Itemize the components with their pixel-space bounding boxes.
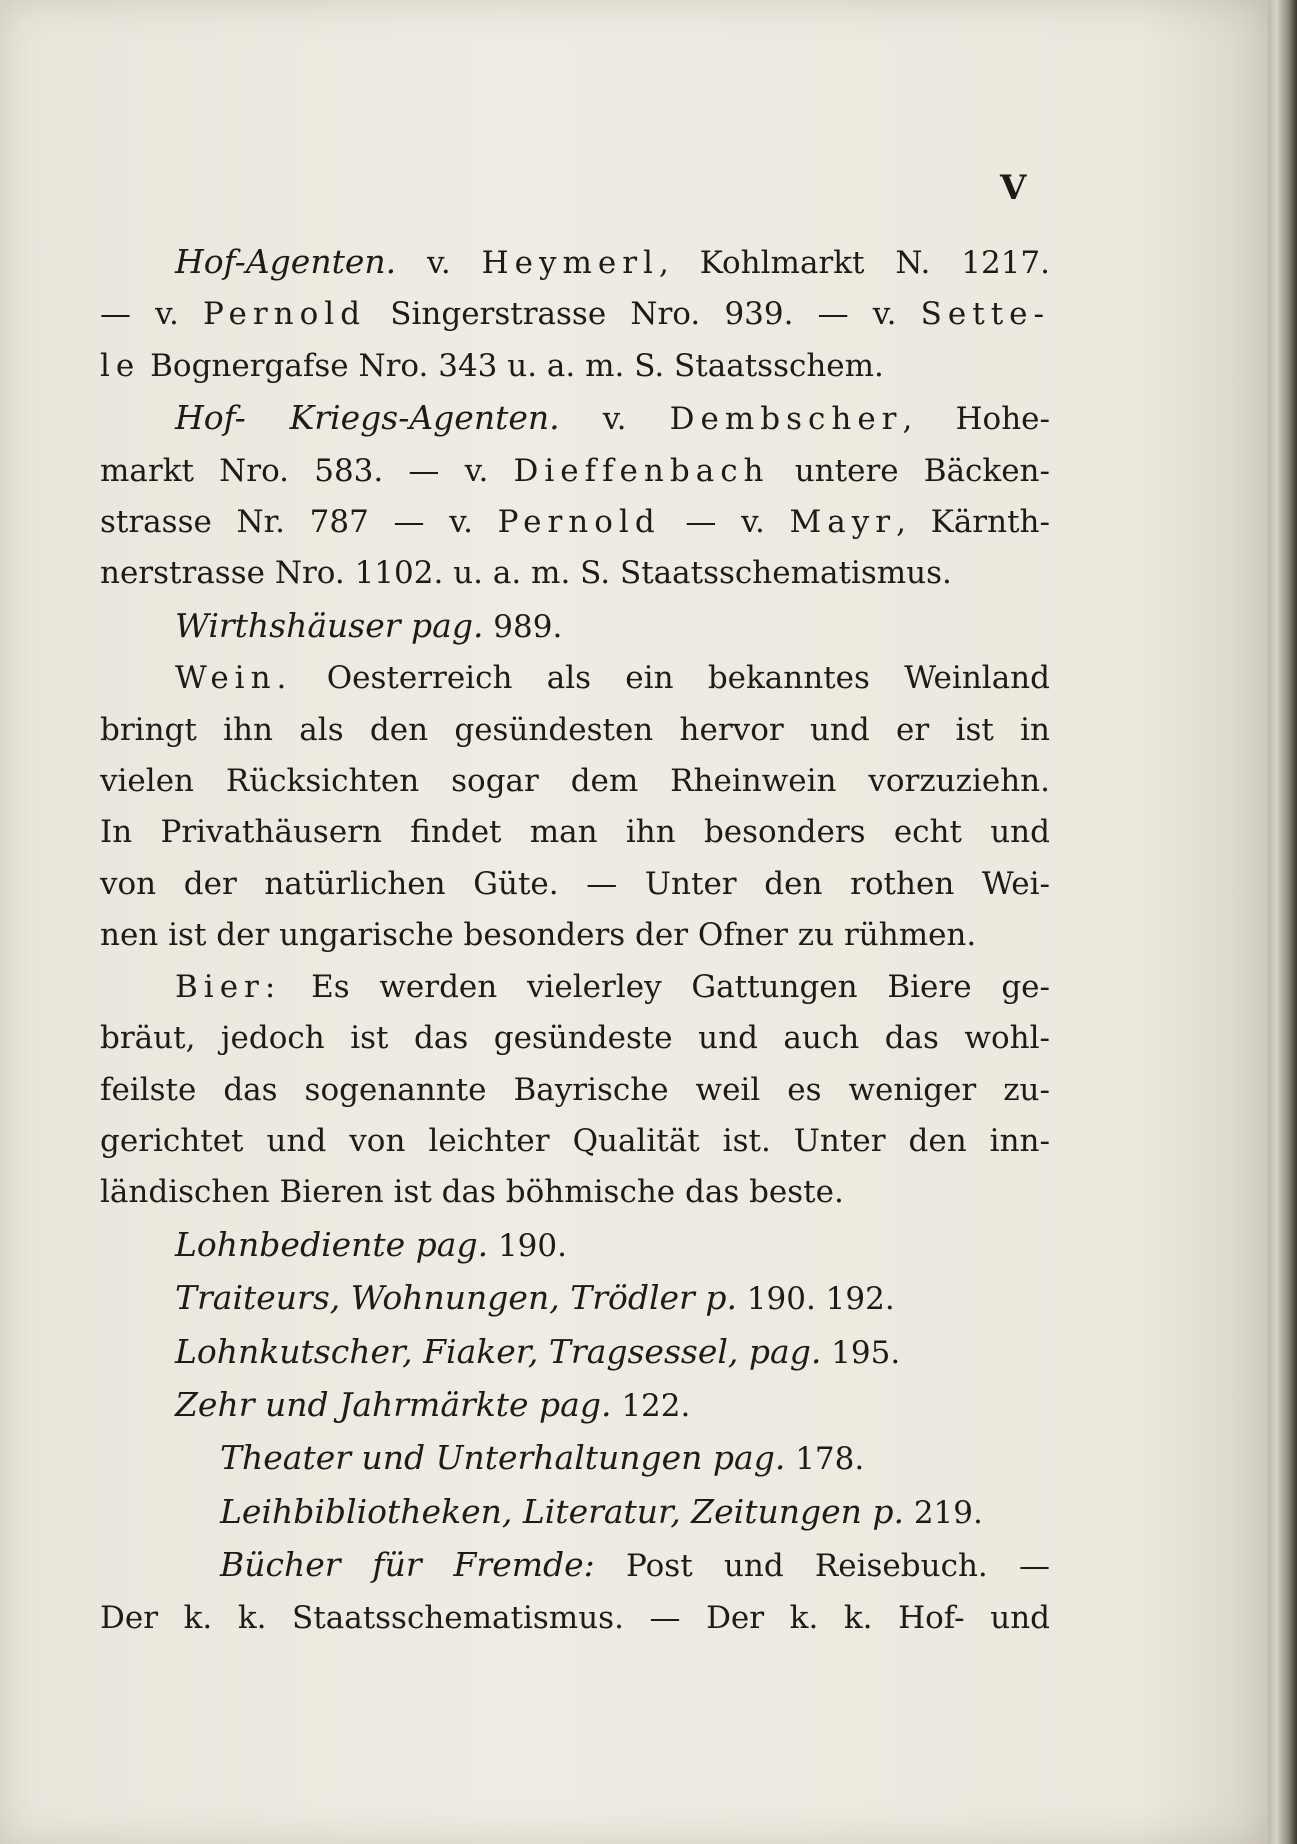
text-run: Singerstrasse Nro. 939. — v. — [366, 296, 921, 333]
text-line — [100, 446, 1050, 497]
text-run: , Hohe- — [902, 401, 1050, 438]
italic-heading: Lohnbediente pag. — [175, 1224, 489, 1264]
text-line — [100, 392, 1050, 445]
text-run: ländischen Bieren ist das böhmische das beste. — [100, 1174, 844, 1211]
text-run: vielen Rücksichten sogar dem Rheinwein vorzuziehn. — [100, 763, 1050, 800]
text-run: Post und Reisebuch. — — [594, 1548, 1050, 1585]
text-line — [100, 705, 1050, 756]
text-run: Bier: — [175, 968, 282, 1005]
text-run: 190. — [488, 1227, 567, 1264]
text-run: 190. 192. — [736, 1281, 895, 1318]
text-run: , Kärnth- — [896, 504, 1050, 541]
text-line — [100, 1593, 1050, 1644]
text-run: — v. — [660, 504, 790, 541]
text-run: Heymerl — [481, 245, 659, 281]
text-line — [100, 1116, 1050, 1167]
page-number: V — [1000, 168, 1027, 208]
text-line — [100, 1219, 1050, 1272]
text-run: Wein. — [175, 660, 293, 697]
text-run: v. — [559, 401, 670, 438]
text-line — [100, 1379, 1050, 1432]
italic-heading: Lohnkutscher, Fiaker, Tragsessel, pag. — [175, 1331, 822, 1371]
text-line — [100, 236, 1050, 289]
text-run: gerichtet und von leichter Qualität ist. Unter den inn- — [100, 1122, 1050, 1159]
page-edge — [1268, 0, 1297, 1844]
text-line — [100, 497, 1050, 548]
text-line — [100, 1167, 1050, 1218]
text-line — [100, 1432, 1050, 1485]
text-run: bringt ihn als den gesündesten hervor und er ist in — [100, 711, 1050, 748]
text-line — [100, 1486, 1050, 1539]
text-run: le — [100, 347, 141, 384]
text-run: Mayr — [789, 504, 897, 541]
text-line — [100, 600, 1050, 653]
text-run: Der k. k. Staatsschematismus. — Der k. k. Hof- und — [100, 1599, 1050, 1636]
text-run: nerstrasse Nro. 1102. u. a. m. S. Staatsschematismus. — [100, 555, 952, 592]
text-line — [100, 341, 1050, 392]
italic-heading: Hof- Kriegs-Agenten. — [175, 398, 560, 438]
text-line — [100, 962, 1050, 1013]
page-text — [100, 236, 1050, 1644]
text-run: 195. — [821, 1334, 901, 1371]
text-run: strasse Nr. 787 — v. — [100, 504, 498, 541]
italic-heading: Theater und Unterhaltungen pag. — [220, 1438, 786, 1478]
text-run: Sette- — [920, 296, 1050, 333]
text-line — [100, 1272, 1050, 1325]
text-run: In Privathäusern findet man ihn besonders echt und — [100, 814, 1050, 851]
text-run: untere Bäcken- — [769, 452, 1050, 489]
text-run: Bognergafse Nro. 343 u. a. m. S. Staatsschem. — [140, 347, 884, 384]
text-line — [100, 653, 1050, 704]
text-line — [100, 1013, 1050, 1064]
text-run: Dieffenbach — [513, 452, 770, 489]
italic-heading: Bücher für Fremde: — [220, 1545, 595, 1585]
text-run: markt Nro. 583. — v. — [100, 452, 514, 489]
text-line — [100, 756, 1050, 807]
text-run: 122. — [611, 1387, 691, 1424]
text-run: 219. — [903, 1494, 983, 1531]
text-line — [100, 910, 1050, 961]
italic-heading: Leihbibliotheken, Literatur, Zeitungen p. — [220, 1491, 904, 1531]
text-run: v. — [396, 245, 482, 281]
text-line — [100, 807, 1050, 858]
text-run: 178. — [785, 1441, 865, 1478]
text-run: Es werden vielerley Gattungen Biere ge- — [281, 968, 1050, 1005]
text-line — [100, 1539, 1050, 1592]
text-run: feilste das sogenannte Bayrische weil es weniger zu- — [100, 1071, 1050, 1108]
text-run: von der natürlichen Güte. — Unter den rothen Wei- — [100, 865, 1050, 902]
italic-heading: Traiteurs, Wohnungen, Trödler p. — [175, 1278, 737, 1318]
italic-heading: Wirthshäuser pag. — [175, 605, 484, 645]
text-line — [100, 1065, 1050, 1116]
text-run: Dembscher — [669, 401, 903, 438]
italic-heading: Hof-Agenten. — [175, 242, 397, 281]
text-run: Pernold — [497, 504, 661, 541]
text-line — [100, 548, 1050, 599]
text-line — [100, 859, 1050, 910]
text-run: Oesterreich als ein bekanntes Weinland — [292, 660, 1050, 697]
text-run: Pernold — [203, 296, 367, 333]
italic-heading: Zehr und Jahrmärkte pag. — [175, 1384, 612, 1424]
text-run: , Kohlmarkt N. 1217. — [658, 245, 1051, 281]
text-run: 989. — [483, 608, 563, 645]
text-line — [100, 1326, 1050, 1379]
text-line — [100, 289, 1050, 340]
text-run: bräut, jedoch ist das gesündeste und auch das wohl- — [100, 1020, 1050, 1057]
text-run: nen ist der ungarische besonders der Ofner zu rühmen. — [100, 917, 977, 954]
text-run: — v. — [100, 296, 204, 333]
